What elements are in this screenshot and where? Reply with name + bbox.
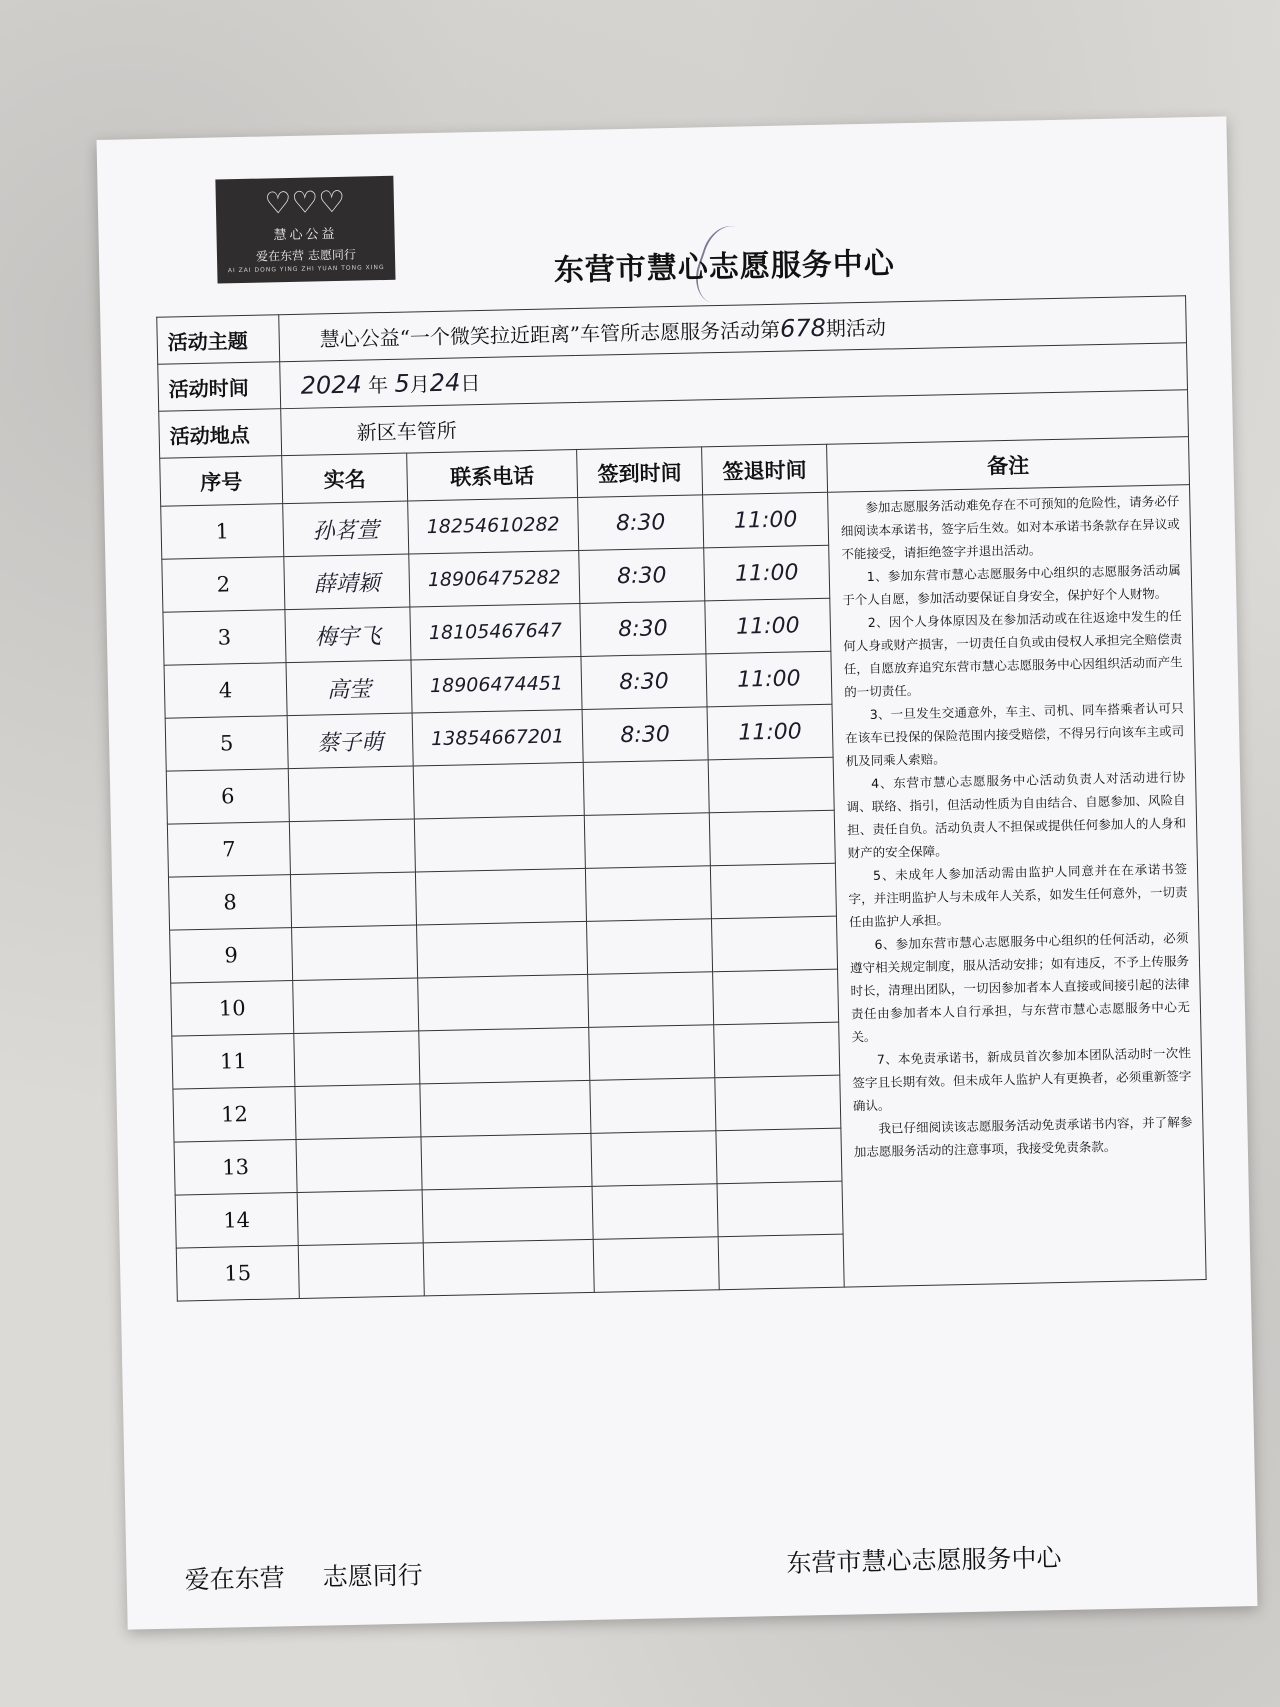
row-phone: 13854667201: [412, 709, 583, 766]
row-name: 蔡子萌: [287, 713, 413, 769]
col-checkin: 签到时间: [577, 447, 703, 498]
theme-text: 慧心公益“一个微笑拉近距离”车管所志愿服务活动第: [319, 317, 781, 351]
time-year: 2024: [300, 369, 363, 400]
row-number: 11: [172, 1034, 295, 1090]
row-number: 8: [168, 875, 291, 931]
row-number: 1: [161, 504, 284, 560]
row-number: 6: [166, 769, 289, 825]
note-item: 1、参加东营市慧心志愿服务中心组织的志愿服务活动属于个人自愿，参加活动要保证自身安全，保护好个人财物。: [842, 562, 1181, 608]
row-name: [297, 1190, 423, 1246]
time-month-unit: 月: [409, 371, 431, 396]
note-item: 5、未成年人参加活动需由监护人同意并在在承诺书签字，并注明监护人与未成年人关系，如发生任何意外，一切责任由监护人承担。: [848, 861, 1188, 930]
footer-slogan-1: 爱在东营: [184, 1563, 285, 1595]
row-phone: 18254610282: [408, 497, 579, 554]
place-value: 新区车管所: [281, 390, 1189, 456]
theme-number: 678: [779, 313, 827, 343]
place-label: 活动地点: [159, 409, 282, 459]
row-number: 3: [163, 610, 286, 666]
row-name: 高莹: [286, 660, 412, 716]
row-number: 13: [174, 1140, 297, 1196]
attendance-table: [156, 295, 1206, 1301]
row-number: 4: [164, 663, 287, 719]
row-checkout: [713, 969, 839, 1025]
row-number: 12: [173, 1087, 296, 1143]
row-checkout: [715, 1075, 841, 1131]
row-phone: [421, 1133, 592, 1190]
row-checkin: [593, 1237, 719, 1293]
row-checkout: [718, 1234, 844, 1290]
col-checkout: 签退时间: [702, 444, 828, 495]
hearts-icon: ♡♡♡: [264, 184, 346, 222]
logo-pinyin: AI ZAI DONG YING ZHI YUAN TONG XING: [227, 263, 385, 275]
row-checkin: 8:30: [582, 707, 708, 763]
row-phone: [419, 1027, 590, 1084]
row-checkin: [588, 972, 714, 1028]
row-checkout: [710, 863, 836, 919]
row-checkin: [583, 760, 709, 816]
sign-in-sheet: [97, 116, 1258, 1629]
logo-slogan: 爱在东营 志愿同行: [255, 247, 357, 264]
row-phone: 18105467647: [410, 603, 581, 660]
row-number: 15: [176, 1246, 299, 1302]
row-name: 孙茗萱: [283, 501, 409, 557]
row-number: 10: [171, 981, 294, 1037]
note-item: 4、东营市慧心志愿服务中心活动负责人对活动进行协调、联络、指引，但活动性质为自由结合、自愿参加、风险自担、责任自负。活动负责人不担保或提供任何参加人的人身和财产的安全保障。: [846, 769, 1187, 861]
row-checkin: 8:30: [580, 601, 706, 657]
col-name: 实名: [282, 453, 408, 504]
row-phone: [423, 1239, 594, 1296]
footer-slogan: [184, 1555, 461, 1597]
row-name: [292, 925, 418, 981]
row-checkout: [717, 1181, 843, 1237]
row-phone: [418, 974, 589, 1031]
row-checkin: [586, 919, 712, 975]
row-checkout: [711, 916, 837, 972]
row-checkout: 11:00: [703, 492, 829, 548]
row-checkout: 11:00: [705, 598, 831, 654]
note-intro: 参加志愿服务活动难免存在不可预知的危险性，请务必仔细阅读本承诺书，签字后生效。如对本承诺书条款存在异议或不能接受，请拒绝签字并退出活动。: [840, 493, 1180, 562]
row-checkin: [585, 866, 711, 922]
row-phone: [413, 762, 584, 819]
row-checkout: [714, 1022, 840, 1078]
note-item: 7、本免责承诺书，新成员首次参加本团队活动时一次性签字且长期有效。但未成年人监护人有更换者，必须重新签字确认。: [852, 1045, 1192, 1114]
row-name: [293, 978, 419, 1034]
col-no: 序号: [160, 456, 283, 507]
row-phone: 18906475282: [409, 550, 580, 607]
row-checkout: [716, 1128, 842, 1184]
note-item: 3、一旦发生交通意外，车主、司机、同车搭乘者认可只在该车已投保的保险范围内接受赔偿，不得另行向该车主或司机及同乘人索赔。: [845, 700, 1185, 769]
note-item: 6、参加东营市慧心志愿服务中心组织的任何活动，必须遵守相关规定制度，服从活动安排；如有违反，不予上传服务时长，清理出团队，一切因参加者本人直接或间接引起的法律责任由参加者本人自行承担，与东营市慧心志愿服务中心无关。: [849, 930, 1191, 1045]
footer-organization: 东营市慧心志愿服务中心: [786, 1543, 1062, 1578]
footer-slogan-2: 志愿同行: [322, 1560, 423, 1592]
time-year-unit: 年: [367, 372, 389, 397]
row-checkout: 11:00: [707, 704, 833, 760]
time-month: 5: [394, 368, 411, 398]
row-checkout: 11:00: [704, 545, 830, 601]
row-name: [294, 1031, 420, 1087]
row-checkout: [708, 757, 834, 813]
col-notes: 备注: [827, 437, 1190, 493]
note-confirmation: 我已仔细阅读该志愿服务活动免责承诺书内容，并了解参加志愿服务活动的注意事项，我接受免责条款。: [853, 1114, 1193, 1160]
row-checkin: [591, 1131, 717, 1187]
row-checkin: [589, 1025, 715, 1081]
time-label: 活动时间: [158, 362, 281, 412]
row-checkout: [709, 810, 835, 866]
page-title: 东营市慧心志愿服务中心: [553, 246, 896, 289]
theme-suffix: 期活动: [825, 315, 887, 341]
row-checkin: [584, 813, 710, 869]
row-name: [289, 819, 415, 875]
row-phone: [422, 1186, 593, 1243]
row-checkin: 8:30: [578, 495, 704, 551]
row-checkout: 11:00: [706, 651, 832, 707]
theme-label: 活动主题: [157, 315, 280, 365]
row-number: 5: [165, 716, 288, 772]
row-name: [295, 1084, 421, 1140]
row-name: [298, 1243, 424, 1299]
time-day: 24: [429, 367, 461, 397]
row-phone: [417, 921, 588, 978]
row-checkin: 8:30: [579, 548, 705, 604]
row-name: 薛靖颖: [284, 554, 410, 610]
row-name: [290, 872, 416, 928]
row-number: 7: [167, 822, 290, 878]
row-name: 梅宇飞: [285, 607, 411, 663]
row-checkin: [590, 1078, 716, 1134]
note-item: 2、因个人身体原因及在参加活动或在往返途中发生的任何人身或财产损害，一切责任自负或由侵权人承担完全赔偿责任，自愿放弃追究东营市慧心志愿服务中心因组织活动而产生的一切责任。: [843, 608, 1183, 700]
row-number: 9: [170, 928, 293, 984]
row-name: [296, 1137, 422, 1193]
col-phone: 联系电话: [407, 450, 578, 502]
row-number: 2: [162, 557, 285, 613]
row-number: 14: [175, 1193, 298, 1249]
row-phone: 18906474451: [411, 656, 582, 713]
row-phone: [415, 868, 586, 925]
disclaimer-notes: [828, 485, 1207, 1287]
row-checkin: 8:30: [581, 654, 707, 710]
row-name: [288, 766, 414, 822]
row-phone: [414, 815, 585, 872]
row-checkin: [592, 1184, 718, 1240]
logo-name: 慧心公益: [273, 226, 338, 244]
row-phone: [420, 1080, 591, 1137]
time-day-unit: 日: [460, 370, 481, 395]
